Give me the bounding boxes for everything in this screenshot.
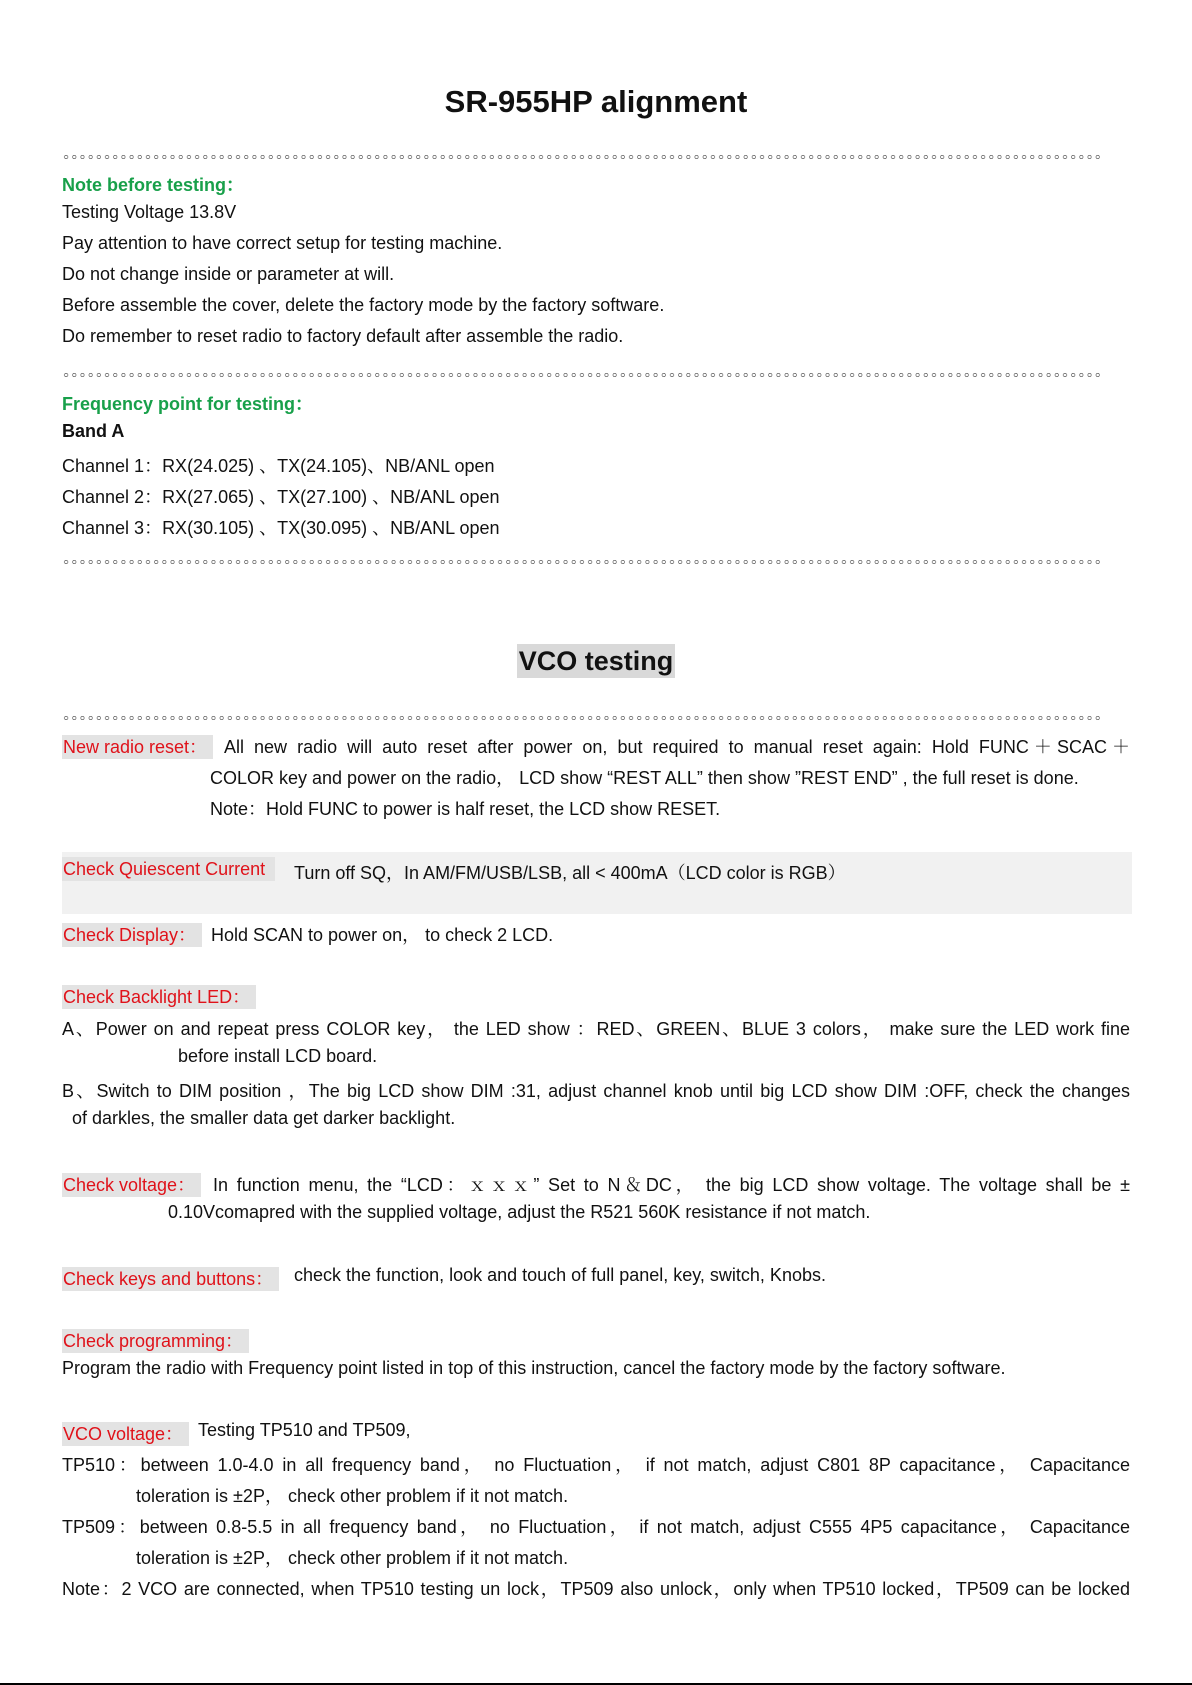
reset-line: COLOR key and power on the radio， LCD show “REST ALL” then show ”REST END” , the full reset is done. (210, 768, 1079, 788)
display-label (62, 921, 202, 947)
backlight-line: of darkles, the smaller data get darker backlight. (72, 1108, 456, 1128)
voltage-line: In function menu, the “LCD：ｘｘｘ” Set to N＆DC， the big LCD show voltage. The voltage shall be ± (213, 1175, 1130, 1195)
tp509-line: toleration is ±2P， check other problem if it not match. (136, 1548, 569, 1568)
programming-label-text: Check programming： (62, 1329, 249, 1353)
vco-note: Note：2 VCO are connected, when TP510 testing un lock，TP509 also unlock，only when TP510 locked，TP509 can be locked (62, 1579, 1130, 1599)
backlight-label-text: Check Backlight LED： (62, 985, 256, 1009)
note-line: Before assemble the cover, delete the factory mode by the factory software. (62, 295, 665, 315)
tp509-line: TP509：between 0.8-5.5 in all frequency band， no Fluctuation， if not match, adjust C555 4P5 capacitance， Capacitance (62, 1517, 1130, 1537)
quiescent-label-text: Check Quiescent Current (62, 857, 275, 881)
reset-label-text: New radio reset： (62, 735, 213, 759)
vco-voltage-label (62, 1420, 189, 1446)
dotted-divider (62, 373, 1102, 377)
backlight-line: before install LCD board. (178, 1046, 378, 1066)
dotted-divider (62, 155, 1102, 159)
vco-section-title (0, 646, 1192, 677)
keys-label (62, 1265, 279, 1291)
quiescent-label (62, 859, 275, 880)
backlight-label (62, 983, 256, 1009)
vco-voltage-text: Testing TP510 and TP509, (198, 1420, 411, 1440)
note-heading: Note before testing： (62, 175, 245, 195)
programming-text: Program the radio with Frequency point listed in top of this instruction, cancel the factory mode by the factory software. (62, 1358, 1006, 1378)
tp510-line: TP510：between 1.0-4.0 in all frequency band， no Fluctuation， if not match, adjust C801 8P capacitance， Capacitance (62, 1455, 1130, 1475)
note-line: Do remember to reset radio to factory default after assemble the radio. (62, 326, 624, 346)
display-text: Hold SCAN to power on， to check 2 LCD. (211, 925, 554, 945)
channel-line: Channel 3：RX(30.105) 、TX(30.095) 、NB/ANL open (62, 518, 500, 538)
reset-label (62, 733, 213, 759)
vco-voltage-label-text: VCO voltage： (62, 1422, 189, 1446)
vco-title-text: VCO testing (518, 646, 674, 676)
channel-line: Channel 1：RX(24.025) 、TX(24.105)、NB/ANL open (62, 456, 495, 476)
note-line: Do not change inside or parameter at will. (62, 264, 395, 284)
page-title: SR-955HP alignment (444, 84, 748, 119)
channel-line: Channel 2：RX(27.065) 、TX(27.100) 、NB/ANL open (62, 487, 500, 507)
display-label-text: Check Display： (62, 923, 202, 947)
note-line: Pay attention to have correct setup for testing machine. (62, 233, 503, 253)
note-line: Testing Voltage 13.8V (62, 202, 237, 222)
backlight-line: B、Switch to DIM position ，The big LCD show DIM :31, adjust channel knob until big LCD show DIM :OFF, check the changes (62, 1081, 1130, 1101)
band-label: Band A (62, 421, 125, 441)
dotted-divider (62, 716, 1102, 720)
keys-text: check the function, look and touch of full panel, key, switch, Knobs. (294, 1265, 826, 1285)
tp510-line: toleration is ±2P， check other problem if it not match. (136, 1486, 569, 1506)
programming-label (62, 1327, 249, 1353)
dotted-divider (62, 560, 1102, 564)
voltage-label-text: Check voltage： (62, 1173, 201, 1197)
reset-line: All new radio will auto reset after power on, but required to manual reset again: Hold FUNC＋SCAC＋ (224, 737, 1130, 757)
reset-note: Note：Hold FUNC to power is half reset, the LCD show RESET. (210, 799, 721, 819)
keys-label-text: Check keys and buttons： (62, 1267, 279, 1291)
voltage-line: 0.10Vcomapred with the supplied voltage, adjust the R521 560K resistance if not match. (168, 1202, 871, 1222)
backlight-line: A、Power on and repeat press COLOR key， the LED show ：RED、GREEN、BLUE 3 colors， make sure the LED work fine (62, 1019, 1130, 1039)
voltage-label (62, 1171, 201, 1197)
frequency-heading: Frequency point for testing： (62, 394, 314, 414)
quiescent-text: Turn off SQ，In AM/FM/USB/LSB, all < 400mA（LCD color is RGB） (294, 863, 846, 883)
